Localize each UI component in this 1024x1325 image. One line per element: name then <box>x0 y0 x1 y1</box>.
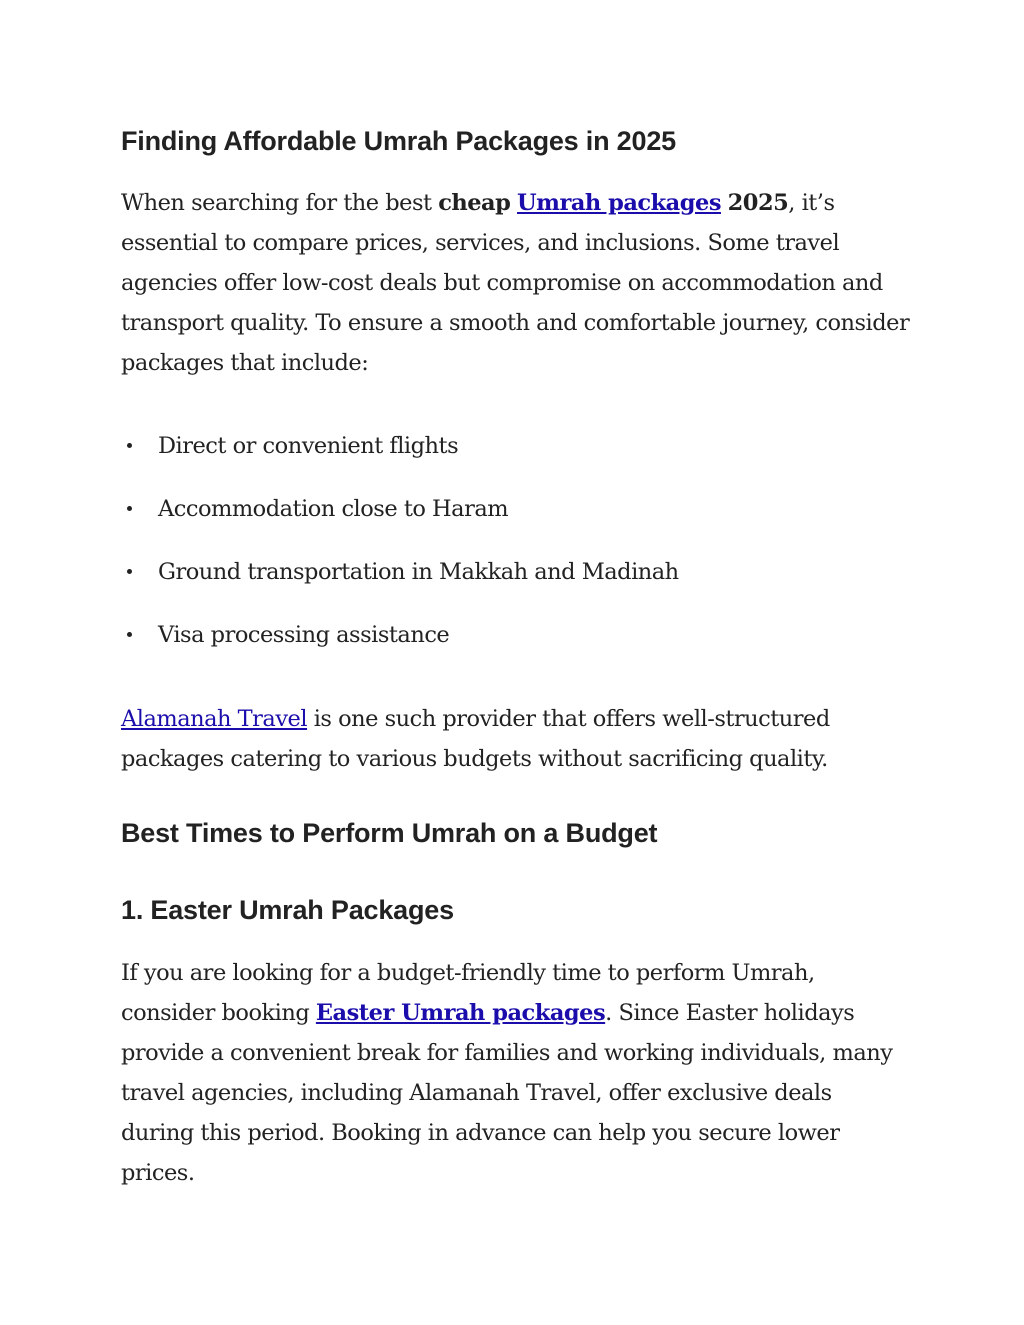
umrah-packages-link[interactable]: Umrah packages <box>517 190 721 216</box>
intro-space-2 <box>721 190 728 216</box>
list-item-text: Direct or convenient flights <box>158 433 459 459</box>
list-item <box>121 549 679 612</box>
intro-text-end: , it’s essential to compare prices, services, and inclusions. Some travel agencies offer low-cost deals but compromise on accommodation and transport quality. To ensure a smooth and comfortable journey, consider packages that include: <box>121 190 910 376</box>
easter-paragraph <box>121 953 911 1193</box>
list-item <box>121 612 679 675</box>
list-item-text: Accommodation close to Haram <box>158 496 509 522</box>
package-features-list <box>121 423 679 675</box>
list-item <box>121 486 679 549</box>
intro-bold-cheap: cheap <box>438 190 511 216</box>
provider-text: is one such provider that offers well-structured packages catering to various budgets without sacrificing quality. <box>121 706 830 772</box>
alamanah-travel-link[interactable]: Alamanah Travel <box>121 706 308 732</box>
list-item <box>121 423 679 486</box>
provider-paragraph <box>121 699 911 779</box>
list-item-text: Ground transportation in Makkah and Madinah <box>158 559 679 585</box>
easter-text-start: If you are looking for a budget-friendly time to perform Umrah, consider booking <box>121 960 815 1026</box>
bullet-icon <box>127 632 132 637</box>
intro-text-start: When searching for the best <box>121 190 439 216</box>
section-heading-affordable: Finding Affordable Umrah Packages in 2025 <box>121 126 676 156</box>
list-item-text: Visa processing assistance <box>158 622 450 648</box>
subheading-easter: 1. Easter Umrah Packages <box>121 895 454 925</box>
bullet-icon <box>127 569 132 574</box>
easter-umrah-packages-link[interactable]: Easter Umrah packages <box>315 1000 606 1026</box>
bullet-icon <box>127 443 132 448</box>
easter-text-end: . Since Easter holidays provide a convenient break for families and working individuals, many travel agencies, including Alamanah Travel, offer exclusive deals during this period. Booking in advance can help you secure lower prices. <box>121 1000 893 1186</box>
bullet-icon <box>127 506 132 511</box>
intro-paragraph <box>121 183 911 383</box>
section-heading-best-times: Best Times to Perform Umrah on a Budget <box>121 818 658 848</box>
intro-bold-year: 2025 <box>727 190 789 216</box>
